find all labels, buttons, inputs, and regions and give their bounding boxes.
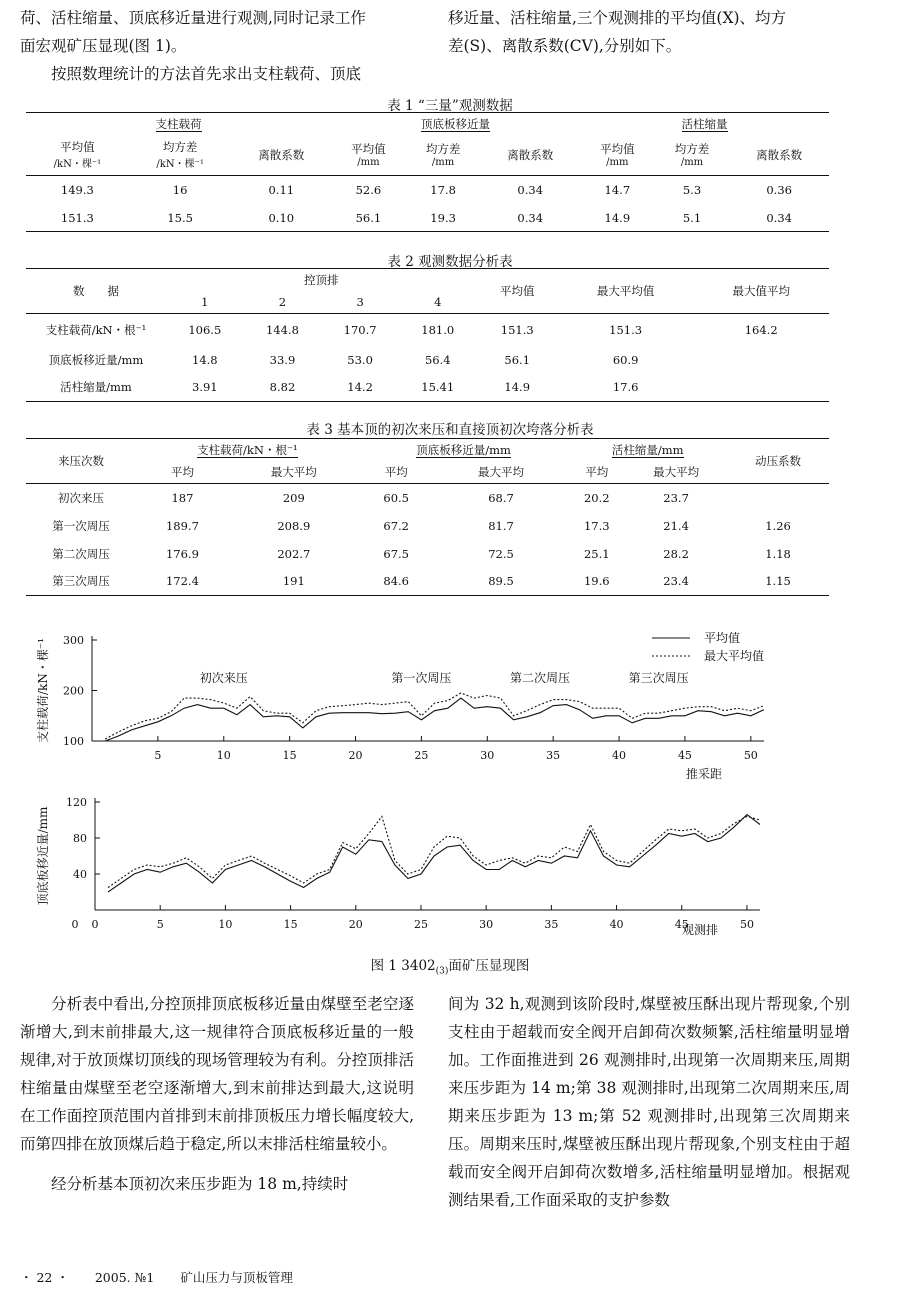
table2-col-head: 3 [321, 291, 399, 314]
body-left-text: 分析表中看出,分控顶排顶底板移近量由煤壁至老空逐渐增大,到末前排最大,这一规律符合顶底板移近量的一般规律,对于放顶煤切顶线的现场管理较为有利。分控顶排活柱缩量由煤壁至老空逐渐增大,到末前排达到最大,这说明在工作面控顶范围内首排到末前排顶板压力增长幅度较大,而第四排在放顶煤后趋于稳定,所以末排活柱缩量较小。 经分析基本顶初次来压步距为 18 m,持续时 [20, 995, 414, 1193]
body-right-text: 间为 32 h,观测到该阶段时,煤壁被压酥出现片帮现象,个别支柱由于超载而安全阀开启卸荷次数频繁,活柱缩量明显增加。工作面推进到 26 观测排时,出现第一次周期来压,周期来压步距为 14 m;第 38 观测排时,出现第二次周期来压,周期来压步距为 13 m;第 52 观测排时,出现第三次周期来压。周期来压时,煤壁被压酥出现片帮现象,个别支柱由于超载而安全阀开启卸荷次数增多,活柱缩量明显增加。根据观测结果看,工作面采取的支护参数 [448, 995, 850, 1209]
table1-subhead: 均方差 /mm [655, 135, 730, 175]
table3-subhead: 平均 [359, 461, 434, 484]
x-tick-label: 35 [546, 749, 561, 762]
table1-group: 活柱缩量 [681, 117, 728, 131]
x-tick-label: 0 [71, 918, 79, 931]
y-tick-label: 80 [73, 832, 87, 845]
table1-caption: 表 1 “三量”观测数据 [387, 98, 513, 114]
table-row: 活柱缩量/mm 3.91 8.82 14.2 15.41 14.9 17.6 [26, 374, 829, 402]
x-tick-label: 25 [414, 749, 429, 762]
x-tick-label: 50 [743, 749, 758, 762]
x-tick-label: 40 [612, 749, 627, 762]
x-tick-label: 30 [480, 749, 495, 762]
table2-head-group: 控顶排 [166, 269, 477, 292]
table-row: 第二次周压 176.9 202.7 67.5 72.5 25.1 28.2 1.18 [52, 546, 791, 561]
table2-head-avgmax: 最大值平均 [693, 269, 829, 314]
legend-label: 最大平均值 [704, 649, 765, 663]
table3-subhead: 最大平均 [229, 461, 359, 484]
figure1-caption: 图 1 $3402_{(3)}$面矿压显现图 [370, 958, 530, 977]
table3-subhead: 平均 [136, 461, 229, 484]
chart-annotation: 第二次周压 [509, 671, 571, 685]
table2-head-avg: 平均值 [477, 269, 558, 314]
x-tick-label: 5 [154, 749, 162, 762]
table1-subhead: 均方差 /mm [406, 135, 481, 175]
table1-subhead-row [26, 135, 829, 175]
x-tick-label: 25 [413, 918, 428, 931]
chart-annotation: 第三次周压 [628, 671, 689, 685]
table3 [26, 438, 829, 596]
table-row: 顶底板移近量/mm 14.8 33.9 53.0 56.4 56.1 60.9 [48, 352, 639, 367]
y-tick-label: 40 [73, 868, 87, 881]
table2 [26, 268, 829, 402]
chart-annotation: 第一次周压 [391, 671, 452, 685]
y-tick-label: 200 [63, 684, 84, 698]
table-row: 初次来压 187 209 60.5 68.7 20.2 23.7 [58, 490, 689, 505]
y-axis-label: 顶底板移近量/mm [36, 806, 50, 906]
page-number: ・ 22 ・ [20, 1270, 69, 1285]
series-line [105, 693, 764, 739]
table2-head-maxavg: 最大平均值 [558, 269, 694, 314]
table1-subhead: 离散系数 [232, 135, 332, 175]
table1-group-row [26, 113, 829, 136]
top-left-text: 荷、活柱缩量、顶底移近量进行观测,同时记录工作 面宏观矿压显现(图 1)。 按照数理统计的方法首先求出支柱载荷、顶底 [20, 9, 366, 83]
y-tick-label: 100 [63, 735, 84, 748]
table3-group: 支柱载荷/kN・根⁻¹ [197, 443, 298, 457]
x-tick-label: 50 [739, 918, 754, 931]
table2-head-data: 数 据 [26, 269, 166, 314]
y-tick-label: 300 [63, 634, 84, 647]
x-tick-label: 30 [479, 918, 494, 931]
table2-col-head: 4 [399, 291, 477, 314]
x-tick-label: 40 [609, 918, 624, 931]
table3-caption: 表 3 基本顶的初次来压和直接顶初次垮落分析表 [306, 422, 594, 438]
x-tick-label: 10 [218, 918, 233, 931]
x-tick-label: 15 [283, 918, 298, 931]
table3-group: 活柱缩量/mm [611, 443, 684, 457]
table3-head-first: 来压次数 [26, 439, 136, 484]
table1-group: 顶底板移近量 [421, 117, 491, 131]
table1-subhead: 平均值 /mm [580, 135, 655, 175]
x-tick-label: 20 [348, 749, 363, 762]
x-tick-label: 0 [91, 918, 99, 931]
x-tick-label: 20 [348, 918, 363, 931]
y-axis-label: 支柱载荷/kN・棵⁻¹ [36, 638, 50, 743]
x-tick-label: 45 [674, 918, 689, 931]
x-tick-label: 15 [282, 749, 297, 762]
y-tick-label: 120 [66, 796, 87, 809]
table2-caption: 表 2 观测数据分析表 [387, 254, 513, 270]
x-tick-label: 5 [156, 918, 164, 931]
table3-group: 顶底板移近量/mm [416, 443, 511, 457]
x-tick-label: 10 [216, 749, 231, 762]
table-row: 149.3 16 0.11 52.6 17.8 0.34 14.7 5.3 0.36 [60, 183, 792, 198]
table1-subhead: 平均值 /mm [331, 135, 406, 175]
table3-subhead: 最大平均 [625, 461, 727, 484]
table-row: 第三次周压 172.4 191 84.6 89.5 19.6 23.4 1.15 [26, 568, 829, 596]
journal-name: 矿山压力与顶板管理 [180, 1270, 293, 1285]
x-axis-label: 推采距 [685, 767, 723, 781]
series-line [105, 698, 764, 741]
table1 [26, 112, 829, 232]
chart-annotation: 初次来压 [199, 671, 248, 685]
x-axis-label: 观测排 [681, 923, 719, 937]
x-tick-label: 45 [677, 749, 692, 762]
figure1-chart [0, 620, 900, 960]
table3-head-last: 动压系数 [727, 439, 829, 484]
series-line [108, 815, 760, 892]
top-right-text: 移近量、活柱缩量,三个观测排的平均值(X)、均方 差(S)、离散系数(CV),分别如下。 [448, 9, 787, 55]
table1-subhead: 离散系数 [729, 135, 829, 175]
page-footer [20, 1268, 315, 1286]
table1-subhead: 平均值 /kN・棵⁻¹ [26, 135, 129, 175]
table2-col-head: 2 [244, 291, 322, 314]
x-tick-label: 35 [544, 918, 559, 931]
table1-group: 支柱载荷 [155, 117, 202, 131]
table-row: 支柱载荷/kN・根⁻¹ 106.5 144.8 170.7 181.0 151.3 151.3 164.2 [45, 322, 778, 337]
table1-subhead: 离散系数 [480, 135, 580, 175]
table3-subhead: 最大平均 [434, 461, 569, 484]
table-row: 151.3 15.5 0.10 56.1 19.3 0.34 14.9 5.1 0.34 [26, 205, 829, 231]
legend-label: 平均值 [704, 631, 741, 645]
table-row: 第一次周压 189.7 208.9 67.2 81.7 17.3 21.4 1.26 [52, 518, 791, 533]
table2-col-head: 1 [166, 291, 244, 314]
table3-subhead: 平均 [568, 461, 625, 484]
table1-subhead: 均方差 /kN・棵⁻¹ [129, 135, 232, 175]
series-line [108, 816, 760, 887]
journal-issue: 2005. №1 [94, 1270, 155, 1285]
